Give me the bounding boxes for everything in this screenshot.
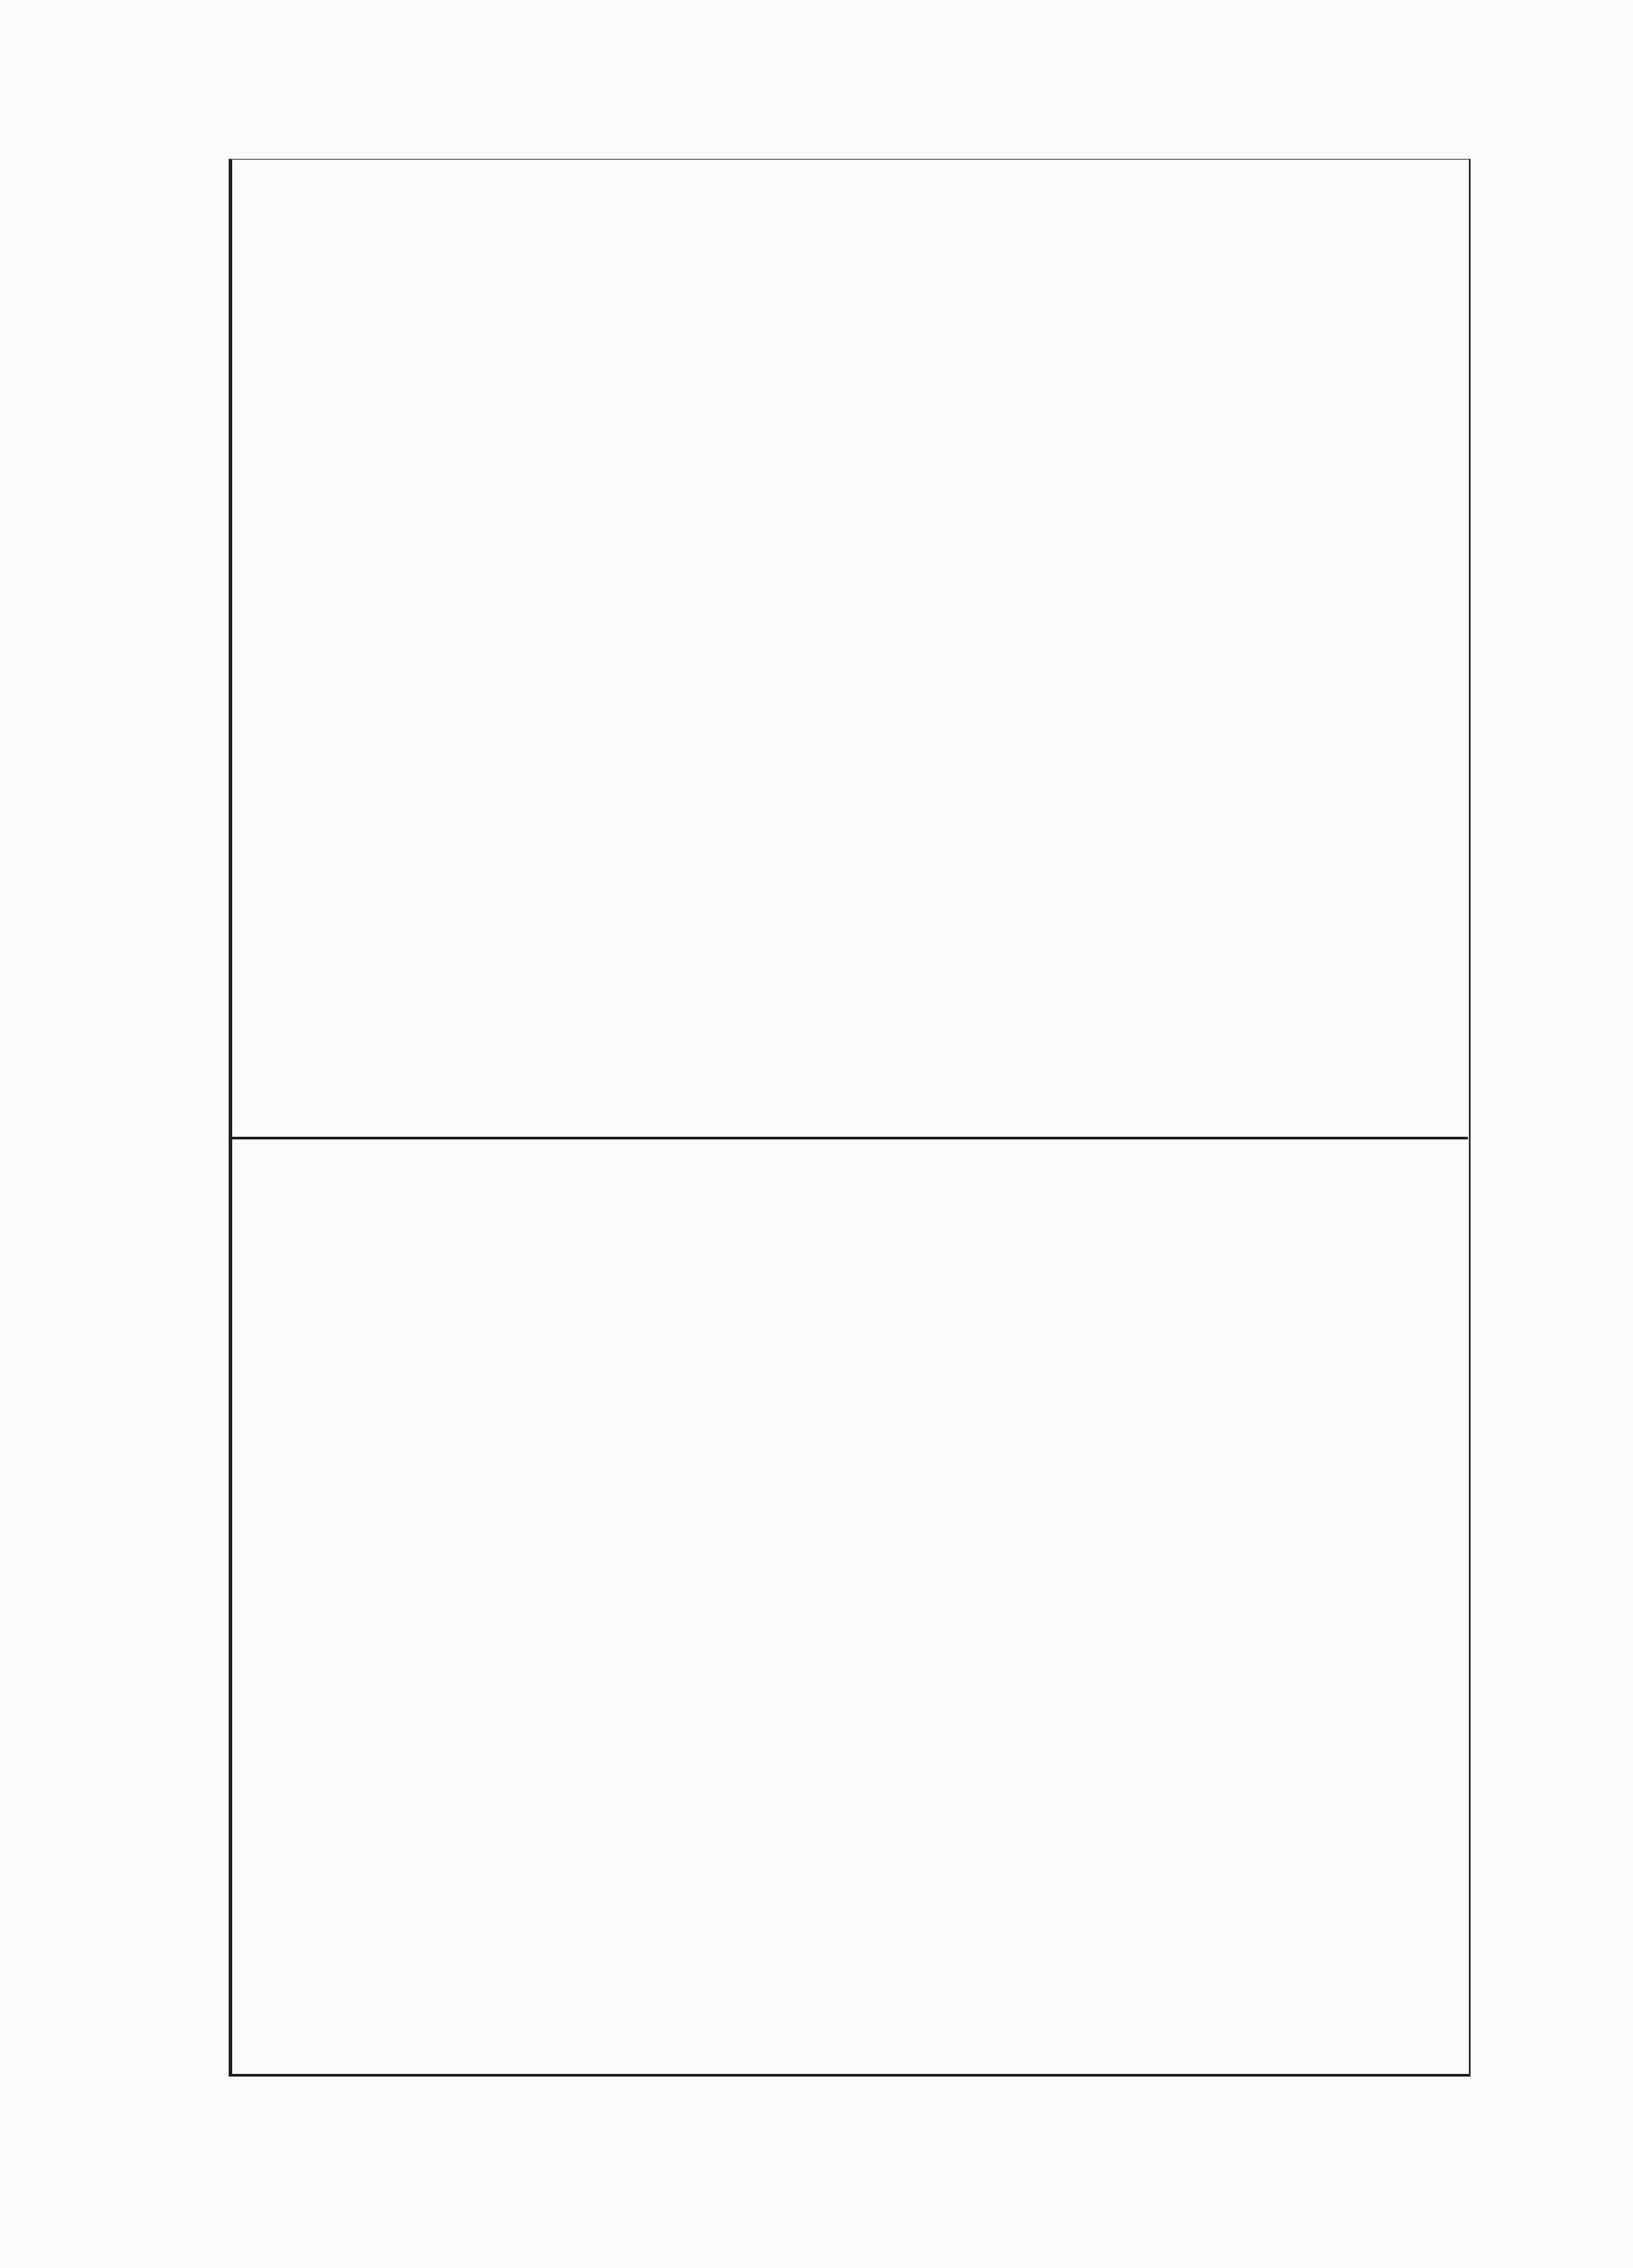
page-frame (229, 159, 1471, 2077)
horizontal-divider (229, 1137, 1468, 1139)
